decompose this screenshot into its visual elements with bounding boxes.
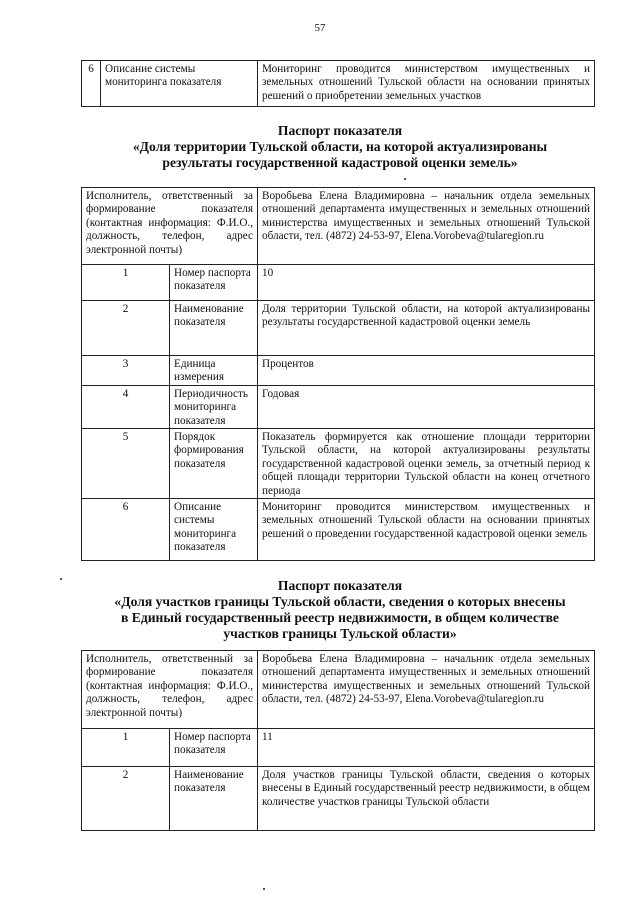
scan-speck bbox=[60, 578, 62, 580]
executor-value: Воробьева Елена Владимировна – начальник отдела земельных отношений департамента имущественных и земельных отношений министерства имущественных и земельных отношений Тульской области, тел. (4872) 24-53-97, Elena.Vorobeva@tularegion.ru bbox=[258, 188, 595, 265]
row-label: Номер паспорта показателя bbox=[170, 729, 258, 767]
table-row bbox=[82, 429, 595, 499]
row-label: Периодичность мониторинга показателя bbox=[170, 385, 258, 428]
row-number: 6 bbox=[82, 61, 101, 107]
row-number: 2 bbox=[82, 301, 170, 356]
row-label: Описание системы мониторинга показателя bbox=[170, 499, 258, 561]
row-label: Единица измерения bbox=[170, 356, 258, 386]
table-row bbox=[82, 651, 595, 729]
table-row bbox=[82, 265, 595, 301]
row-label: Порядок формирования показателя bbox=[170, 429, 258, 499]
row-value: Доля территории Тульской области, на которой актуализированы результаты государственной кадастровой оценки земель bbox=[258, 301, 595, 356]
passport-title: Паспорт показателя bbox=[277, 123, 403, 138]
executor-label: Исполнитель, ответственный за формирование показателя (контактная информация: Ф.И.О., должность, телефон, адрес электронной почты) bbox=[82, 651, 258, 729]
passport-title: Паспорт показателя bbox=[277, 578, 403, 593]
row-number: 1 bbox=[82, 729, 170, 767]
scan-speck bbox=[404, 178, 406, 180]
row-number: 4 bbox=[82, 385, 170, 428]
table-row bbox=[82, 385, 595, 428]
passport-10-heading bbox=[60, 123, 620, 171]
executor-value: Воробьева Елена Владимировна – начальник отдела земельных отношений департамента имущественных и земельных отношений министерства имущественных и земельных отношений Тульской области, тел. (4872) 24-53-97, Elena.Vorobeva@tularegion.ru bbox=[258, 651, 595, 729]
row-value: Мониторинг проводится министерством имущественных и земельных отношений Тульской области на основании принятых решений о проведении государственной кадастровой оценки земель bbox=[258, 499, 595, 561]
page-number: 57 bbox=[314, 22, 326, 34]
passport-subtitle-line: в Единый государственный реестр недвижимости, в общем количестве bbox=[121, 610, 559, 625]
row-value: Процентов bbox=[258, 356, 595, 386]
passport-subtitle-line: результаты государственной кадастровой оценки земель» bbox=[162, 155, 518, 170]
passport-subtitle-line: «Доля участков границы Тульской области, сведения о которых внесены bbox=[114, 594, 566, 609]
row-number: 2 bbox=[82, 767, 170, 831]
executor-label: Исполнитель, ответственный за формирование показателя (контактная информация: Ф.И.О., должность, телефон, адрес электронной почты) bbox=[82, 188, 258, 265]
continuation-table bbox=[81, 60, 595, 107]
passport-11-table bbox=[81, 650, 595, 831]
passport-subtitle-line: «Доля территории Тульской области, на которой актуализированы bbox=[132, 139, 548, 154]
row-label: Наименование показателя bbox=[170, 301, 258, 356]
row-value: Годовая bbox=[258, 385, 595, 428]
table-row bbox=[82, 301, 595, 356]
row-number: 1 bbox=[82, 265, 170, 301]
row-label: Наименование показателя bbox=[170, 767, 258, 831]
table-row bbox=[82, 499, 595, 561]
table-row bbox=[82, 356, 595, 386]
row-value: Показатель формируется как отношение площади территории Тульской области, на которой актуализированы результаты государственной кадастровой оценки земель, за отчетный период к общей площади территории Тульской области на конец отчетного периода bbox=[258, 429, 595, 499]
row-value: 11 bbox=[258, 729, 595, 767]
scan-speck bbox=[263, 888, 265, 890]
table-row bbox=[82, 188, 595, 265]
row-value: 10 bbox=[258, 265, 595, 301]
row-label: Номер паспорта показателя bbox=[170, 265, 258, 301]
row-label: Описание системы мониторинга показателя bbox=[101, 61, 258, 107]
table-row bbox=[82, 61, 595, 107]
table-row bbox=[82, 729, 595, 767]
passport-subtitle-line: участков границы Тульской области» bbox=[223, 626, 457, 641]
row-number: 3 bbox=[82, 356, 170, 386]
table-row bbox=[82, 767, 595, 831]
row-value: Мониторинг проводится министерством имущественных и земельных отношений Тульской области на основании принятых решений о приобретении земельных участков bbox=[258, 61, 595, 107]
passport-10-table bbox=[81, 187, 595, 561]
row-number: 5 bbox=[82, 429, 170, 499]
row-value: Доля участков границы Тульской области, сведения о которых внесены в Единый государственный реестр недвижимости, в общем количестве участков границы Тульской области bbox=[258, 767, 595, 831]
row-number: 6 bbox=[82, 499, 170, 561]
passport-11-heading bbox=[60, 578, 620, 642]
